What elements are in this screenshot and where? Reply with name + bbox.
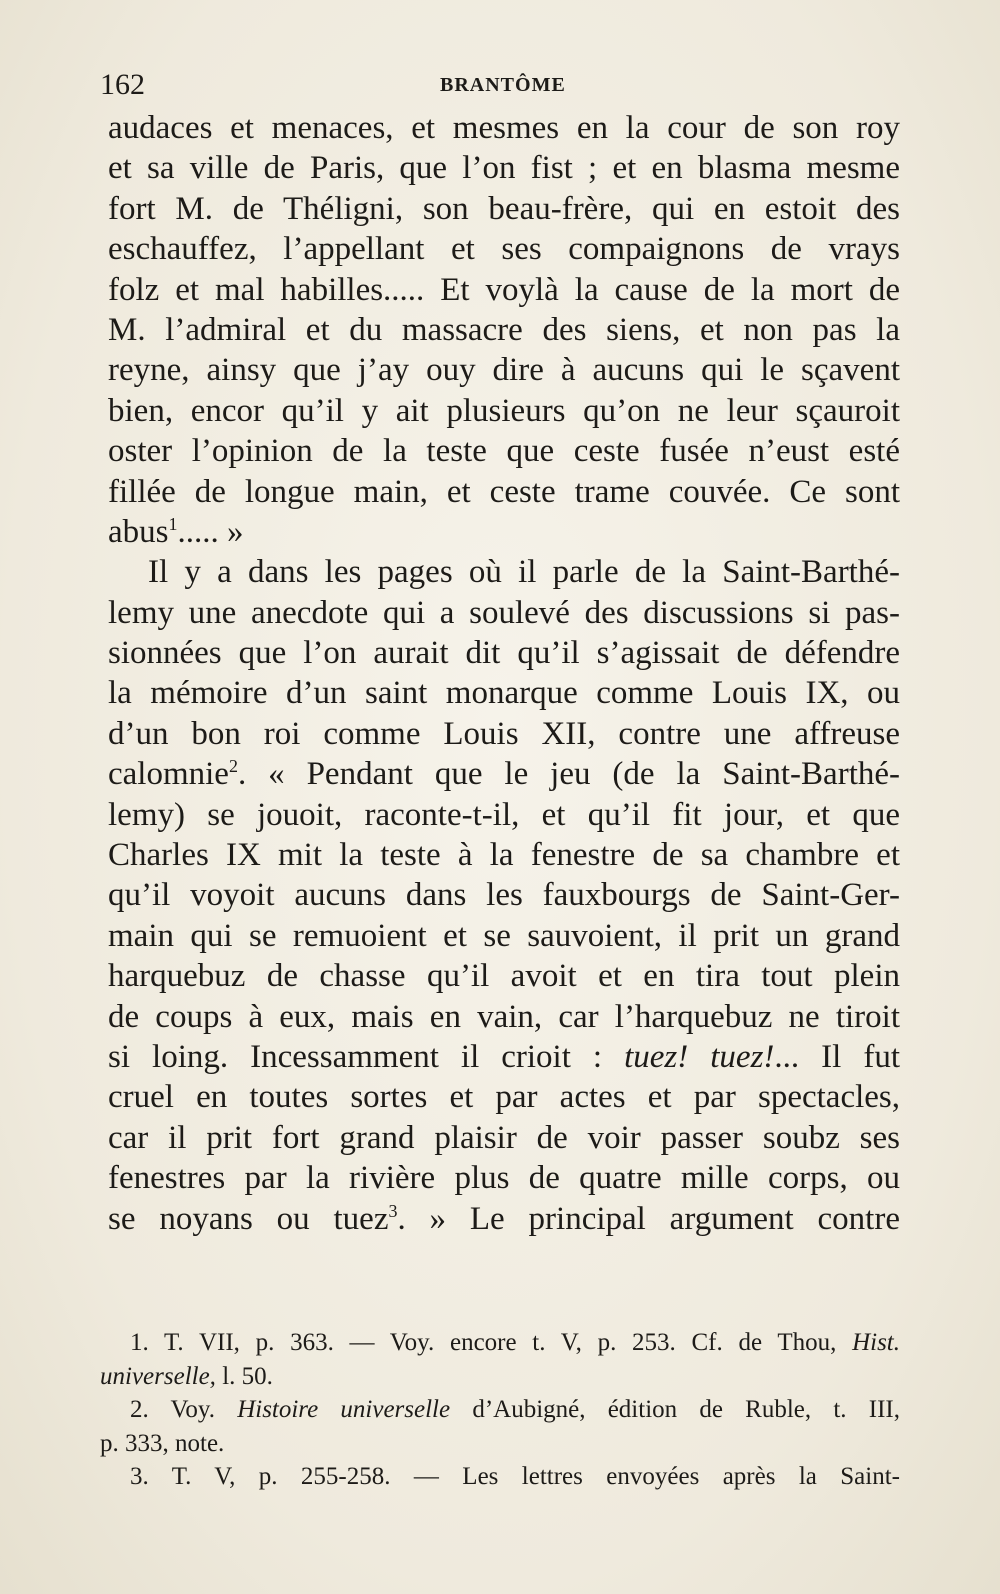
footnote-ref: 3 (388, 1200, 398, 1221)
page-header (100, 68, 900, 108)
text-line: qu’il voyoit aucuns dans les fauxbourgs de Saint-Ger- (108, 877, 900, 914)
footnote-ref: 2 (228, 756, 238, 777)
text-line: bien, encor qu’il y ait plusieurs qu’on ne leur sçauroit (108, 392, 900, 429)
italic-run: tuez! tuez! (624, 1038, 775, 1075)
text-line: lemy) se jouoit, raconte-t-il, et qu’il fit jour, et que (108, 796, 900, 833)
text-line: reyne, ainsy que j’ay ouy dire à aucuns qui le sçavent (108, 352, 900, 389)
text-run: ... Il fut (774, 1038, 900, 1075)
text-line (108, 1199, 900, 1239)
text-run: . « Pendant que le jeu (de la Saint-Barthé- (237, 756, 900, 793)
text-line: d’un bon roi comme Louis XII, contre une affreuse (108, 715, 900, 752)
footnotes (100, 1326, 900, 1494)
page-number: 162 (100, 68, 145, 101)
text-line: folz et mal habilles..... Et voylà la cause de la mort de (108, 271, 900, 308)
footnote-1-cont (100, 1360, 900, 1394)
text-line: eschauffez, l’appellant et ses compaignons de vrays (108, 231, 900, 268)
text-line: fort M. de Théligni, son beau-frère, qui en estoit des (108, 190, 900, 227)
text-run: se noyans ou tuez (108, 1200, 389, 1237)
text-run: 2. Voy. (130, 1396, 238, 1424)
text-line (108, 754, 900, 794)
text-run: l. 50. (215, 1362, 273, 1390)
text-line: cruel en toutes sortes et par actes et par spectacles, (108, 1079, 900, 1116)
text-run: ..... » (177, 513, 244, 550)
footnote-ref: 1 (168, 513, 178, 534)
body-text (108, 108, 900, 1239)
text-line: lemy une anecdote qui a soulevé des discussions si pas- (108, 594, 900, 631)
text-line: et sa ville de Paris, que l’on fist ; et en blasma mesme (108, 150, 900, 187)
text-line: sionnées que l’on aurait dit qu’il s’agissait de défendre (108, 635, 900, 672)
text-run: . » Le principal argument contre (397, 1200, 900, 1237)
text-line: oster l’opinion de la teste que ceste fusée n’eust esté (108, 433, 900, 470)
text-line: harquebuz de chasse qu’il avoit et en tira tout plein (108, 958, 900, 995)
text-line: main qui se remuoient et se sauvoient, il prit un grand (108, 917, 900, 954)
text-line: M. l’admiral et du massacre des siens, et non pas la (108, 311, 900, 348)
text-line (108, 512, 900, 552)
footnote-1 (130, 1326, 900, 1360)
text-line: fenestres par la rivière plus de quatre mille corps, ou (108, 1160, 900, 1197)
text-line: car il prit fort grand plaisir de voir passer soubz ses (108, 1119, 900, 1156)
footnote-3: 3. T. V, p. 255-258. — Les lettres envoyées après la Saint- (130, 1463, 900, 1491)
text-run: si loing. Incessamment il crioit : (108, 1038, 625, 1075)
text-line (108, 1037, 900, 1077)
italic-run: Hist. (852, 1329, 900, 1356)
text-run: 1. T. VII, p. 363. — Voy. encore t. V, p. 253. Cf. de Thou, (130, 1329, 853, 1356)
text-line: audaces et menaces, et mesmes en la cour de son roy (108, 110, 900, 146)
italic-run: Histoire universelle (237, 1396, 451, 1424)
text-run: d’Aubigné, édition de Ruble, t. III, (450, 1396, 900, 1424)
footnote-2-cont: p. 333, note. (100, 1429, 225, 1457)
italic-run: universelle, (100, 1362, 216, 1390)
running-head: BRANTÔME (440, 74, 566, 96)
text-line: de coups à eux, mais en vain, car l’harquebuz ne tiroit (108, 998, 900, 1035)
text-line: fillée de longue main, et ceste trame couvée. Ce sont (108, 473, 900, 510)
text-line: Il y a dans les pages où il parle de la Saint-Barthé- (148, 554, 900, 591)
text-run: abus (108, 513, 169, 550)
footnote-2 (130, 1393, 900, 1427)
text-line: la mémoire d’un saint monarque comme Louis IX, ou (108, 675, 900, 712)
text-line: Charles IX mit la teste à la fenestre de sa chambre et (108, 837, 900, 874)
text-run: calomnie (108, 756, 229, 793)
